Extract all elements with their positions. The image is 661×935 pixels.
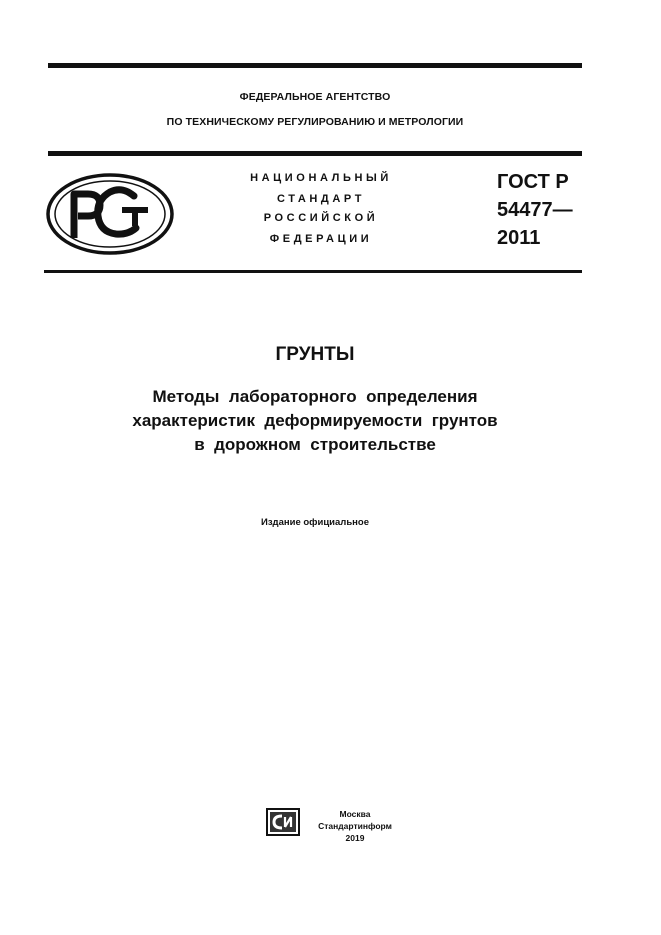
edition-label: Издание официальное [261,517,369,528]
publisher-year: 2019 [345,833,365,843]
top-rule [48,63,582,68]
logo-block-rule [44,270,582,273]
standard-code-line-2: 54477— [497,199,573,221]
standard-line-4: ФЕДЕРАЦИИ [269,233,373,245]
document-title: ГРУНТЫ [275,344,355,365]
gost-r-logo [44,172,176,256]
standard-line-1: НАЦИОНАЛЬНЫЙ [250,172,392,184]
standard-code-line-1: ГОСТ Р [497,171,569,193]
standard-line-2: СТАНДАРТ [276,193,366,205]
publisher-city: Москва [339,809,371,819]
document-subtitle-line-1: Методы лабораторного определения [152,387,478,406]
standard-code-line-3: 2011 [497,227,541,249]
publisher-logo-icon [268,810,298,834]
header-rule [48,151,582,156]
agency-line-2: ПО ТЕХНИЧЕСКОМУ РЕГУЛИРОВАНИЮ И МЕТРОЛОГИИ [166,116,464,128]
agency-line-1: ФЕДЕРАЛЬНОЕ АГЕНТСТВО [239,91,391,103]
standard-line-3: РОССИЙСКОЙ [263,212,379,224]
document-subtitle-line-2: характеристик деформируемости грунтов [132,411,498,430]
publisher-logo [266,808,300,836]
publisher-name: Стандартинформ [318,821,392,831]
document-subtitle-line-3: в дорожном строительстве [194,435,436,454]
